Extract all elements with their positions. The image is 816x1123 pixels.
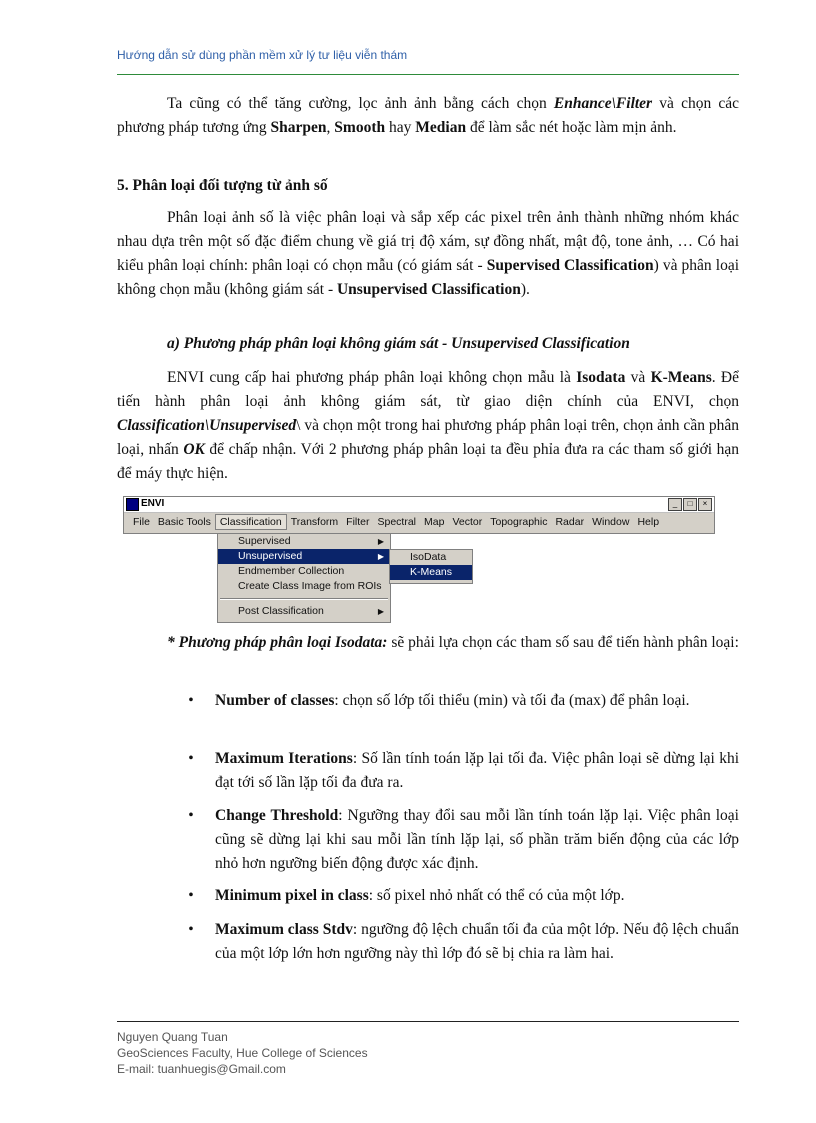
bullet-text: : Số lần tính toán lặp lại tối đa. Việc phân loại sẽ dừng lại khi đạt tới số lần lặp tối đa đưa ra. (215, 750, 740, 791)
bullet-icon: • (188, 807, 194, 824)
bullet-term: Change Threshold (215, 807, 339, 824)
paragraph-enhance (117, 92, 739, 140)
menu-item-endmember-collection[interactable] (218, 564, 390, 579)
menu-classification[interactable]: Classification (215, 514, 287, 530)
menu-map[interactable]: Map (424, 516, 445, 528)
text: Phân loại ảnh số là việc phân loại và sắp xếp các pixel trên ảnh thành những nhóm khác nhau dựa trên một số đặc điểm chung về giá trị độ xám, sự đồng nhất, mật độ, tone ảnh, … Có hai kiểu phân loại chính: phân loại có chọn mẫu (có giám sát - (117, 209, 739, 274)
bullet-item (117, 884, 739, 908)
envi-menubar (124, 513, 714, 531)
text: hay (385, 119, 416, 136)
text: sẽ phải lựa chọn các tham số sau để tiến hành phân loại: (387, 634, 739, 651)
bullet-icon: • (188, 692, 194, 709)
text: và (625, 369, 651, 386)
bullet-icon: • (188, 750, 194, 767)
term-smooth: Smooth (334, 119, 386, 136)
menu-filter[interactable]: Filter (346, 516, 370, 528)
bullet-icon: • (188, 887, 194, 904)
text: , (326, 119, 335, 136)
bullet-item (117, 918, 739, 966)
menu-window[interactable]: Window (592, 516, 630, 528)
menu-item-label: Endmember Collection (238, 565, 345, 577)
menu-transform[interactable]: Transform (290, 516, 339, 528)
menu-file[interactable]: File (133, 516, 150, 528)
menu-item-label: Post Classification (238, 605, 324, 617)
author-affiliation: GeoSciences Faculty, Hue College of Sciences (117, 1046, 368, 1060)
text: ENVI cung cấp hai phương pháp phân loại không chọn mẫu là (167, 369, 577, 386)
section-title: 5. Phân loại đối tượng từ ảnh số (117, 177, 328, 194)
term-supervised: Supervised Classification (486, 257, 654, 274)
unsupervised-submenu (389, 549, 473, 584)
bullet-item (117, 747, 739, 795)
ok-term: OK (183, 441, 205, 458)
term-median: Median (415, 119, 467, 136)
menu-item-post-classification[interactable] (218, 604, 390, 619)
text: . Để tiến hành phân loại ảnh không giám sát, từ giao diện chính của ENVI, chọn (117, 369, 739, 410)
paragraph-classification (117, 206, 739, 302)
bullet-term: Maximum class Stdv (215, 921, 353, 938)
term-unsupervised: Unsupervised Classification (336, 281, 521, 298)
text: \ và chọn một trong hai phương pháp phân loại trên, chọn ảnh cần phân loại, nhấn (117, 417, 739, 458)
author-name: Nguyen Quang Tuan (117, 1030, 228, 1044)
term-kmeans: K-Means (650, 369, 712, 386)
bullet-item (117, 804, 739, 876)
classification-dropdown (217, 533, 391, 623)
submenu-arrow-icon: ▶ (377, 537, 384, 546)
text: và chọn các phương pháp tương ứng (117, 95, 740, 136)
menu-item-create-class-image[interactable] (218, 579, 390, 594)
menu-basic-tools[interactable]: Basic Tools (157, 516, 211, 528)
text: ) và phân loại không chọn mẫu (không giám sát - (117, 257, 739, 298)
menu-radar[interactable]: Radar (555, 516, 585, 528)
bullet-term: Maximum Iterations (215, 750, 353, 767)
bullet-text: : ngưỡng độ lệch chuẩn tối đa của một lớp. Nếu độ lệch chuẩn của một lớp lớn hơn ngưỡng này thì lớp đó sẽ bị chia ra làm hai. (215, 921, 739, 962)
window-controls (668, 498, 712, 511)
minimize-button[interactable]: _ (668, 498, 682, 511)
bullet-text: : chọn số lớp tối thiểu (min) và tối đa (max) để phân loại. (334, 692, 690, 709)
author-email: E-mail: tuanhuegis@Gmail.com (117, 1062, 286, 1076)
footer (117, 1029, 368, 1077)
term-sharpen: Sharpen (270, 119, 327, 136)
paragraph-isodata (117, 631, 739, 655)
envi-window-title: ENVI (141, 498, 165, 509)
bullet-term: Minimum pixel in class (215, 887, 369, 904)
menu-spectral[interactable]: Spectral (377, 516, 417, 528)
bullet-text: : Ngưỡng thay đổi sau mỗi lần tính toán lặp lại. Việc phân loại cũng sẽ dừng lại khi sau mỗi lần tính lặp lại, số phần trăm biến động của các lớp nhỏ hơn ngưỡng biến động được xác định. (215, 807, 739, 872)
text: để làm sắc nét hoặc làm mịn ảnh. (466, 119, 677, 136)
menu-item-isodata[interactable]: IsoData (410, 551, 447, 563)
menu-item-kmeans[interactable]: K-Means (390, 565, 472, 580)
envi-app-icon (126, 498, 139, 511)
term-isodata: Isodata (576, 369, 626, 386)
text: để chấp nhận. Với 2 phương pháp phân loại ta đều phỉa đưa ra các tham số giới hạn để máy thực hiện. (117, 441, 740, 482)
isodata-heading: * Phương pháp phân loại Isodata: (167, 634, 388, 651)
menu-topographic[interactable]: Topographic (490, 516, 548, 528)
menu-path: Enhance\Filter (553, 95, 653, 112)
text: ). (520, 281, 530, 298)
envi-titlebar (124, 497, 714, 513)
submenu-arrow-icon: ▶ (377, 552, 384, 561)
menu-item-label: Supervised (238, 535, 291, 547)
bullet-text: : số pixel nhỏ nhất có thể có của một lớp. (368, 887, 625, 904)
menu-item-unsupervised[interactable] (218, 549, 390, 564)
paragraph-envi (117, 366, 739, 486)
footer-rule (117, 1021, 739, 1022)
bullet-item (117, 689, 739, 713)
menu-vector[interactable]: Vector (452, 516, 483, 528)
bullet-term: Number of classes (215, 692, 335, 709)
envi-window (123, 496, 715, 534)
menu-item-supervised[interactable] (218, 534, 390, 549)
close-button[interactable]: × (698, 498, 712, 511)
text: Ta cũng có thể tăng cường, lọc ảnh ảnh bằng cách chọn (167, 95, 554, 112)
menu-help[interactable]: Help (637, 516, 660, 528)
subsection-title: a) Phương pháp phân loại không giám sát - Unsupervised Classification (167, 335, 630, 352)
menu-item-label: Unsupervised (238, 550, 303, 562)
submenu-arrow-icon: ▶ (377, 607, 384, 616)
menu-item-label: Create Class Image from ROIs (238, 580, 382, 592)
header-rule (117, 74, 739, 75)
menu-path: Classification\Unsupervised (117, 417, 297, 434)
running-header: Hướng dẫn sử dùng phần mềm xử lý tư liệu viễn thám (117, 48, 408, 62)
bullet-icon: • (188, 921, 194, 938)
menu-separator (220, 598, 388, 600)
maximize-button[interactable]: □ (683, 498, 697, 511)
